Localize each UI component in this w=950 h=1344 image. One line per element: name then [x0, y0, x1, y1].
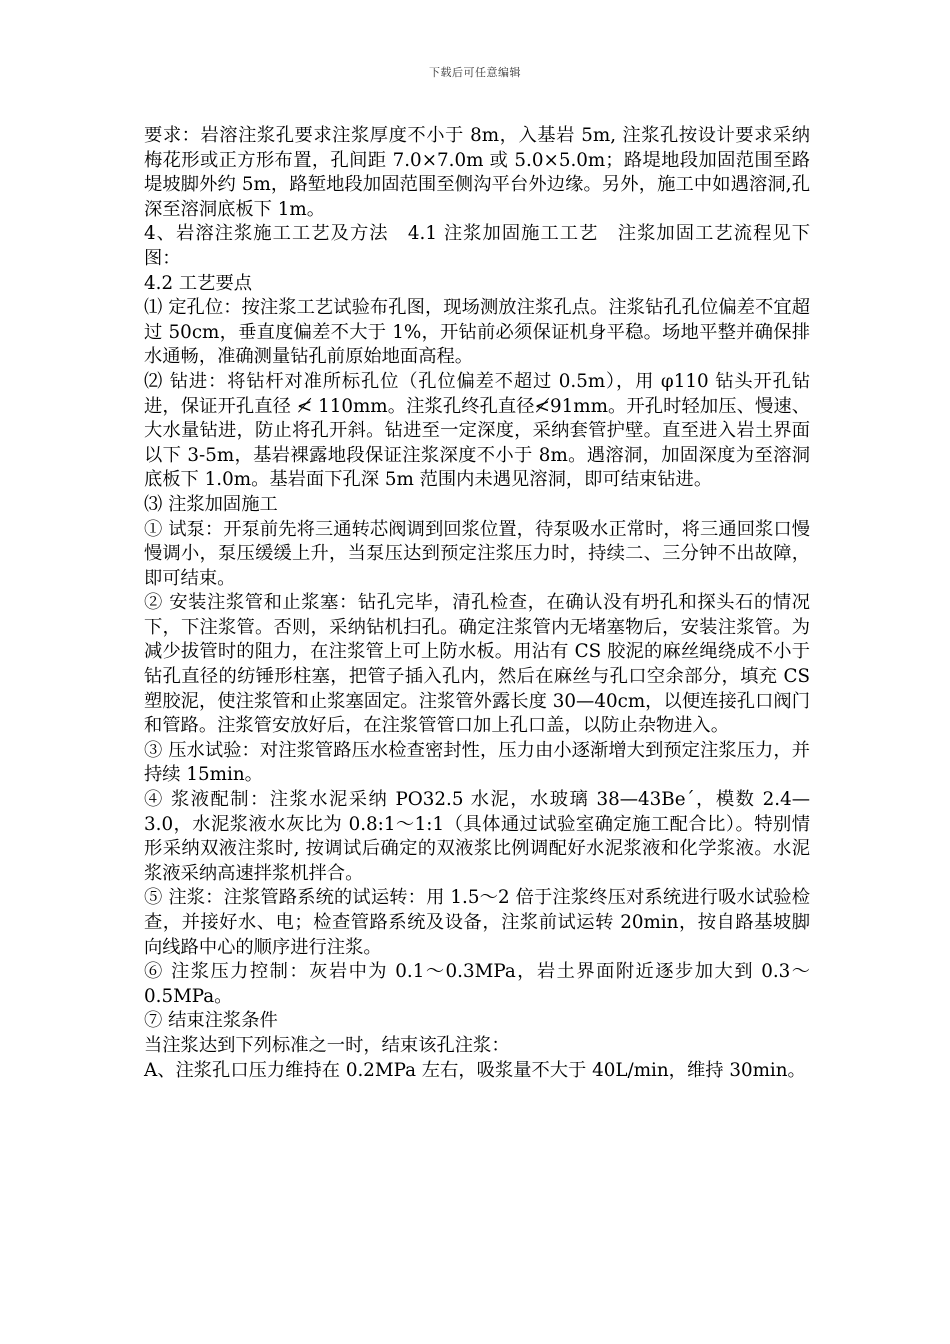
paragraph-pressure-test: ③ 压水试验：对注浆管路压水检查密封性，压力由小逐渐增大到预定注浆压力，并持续 15min。 — [144, 739, 810, 786]
paragraph-install-pipe: ② 安装注浆管和止浆塞：钻孔完毕，清孔检查，在确认没有坍孔和探头石的情况下，下注浆管。否则，采纳钻机扫孔。确定注浆管内无堵塞物后，安装注浆管。为减少拔管时的阻力，在注浆管上可上防水板。用沾有 CS 胶泥的麻丝绳绕成不小于钻孔直径的纺锤形柱塞，把管子插入孔内，然后在麻丝与孔口空余部分，填充 CS 塑胶泥，使注浆管和止浆塞固定。注浆管外露长度 30—40cm，以便连接孔口阀门和管路。注浆管安放好后，在注浆管管口加上孔口盖，以防止杂物进入。 — [144, 592, 810, 737]
heading-end-conditions: ⑦ 结束注浆条件 — [144, 1010, 278, 1032]
paragraph-end-criteria-intro: 当注浆达到下列标准之一时，结束该孔注浆： — [144, 1034, 510, 1056]
heading-grouting-construction: ⑶ 注浆加固施工 — [144, 493, 278, 515]
paragraph-requirements: 要求：岩溶注浆孔要求注浆厚度不小于 8m，入基岩 5m, 注浆孔按设计要求采纳梅花形或正方形布置，孔间距 7.0×7.0m 或 5.0×5.0m；路堤地段加固范围至路堤坡脚外约 5m，路堑地段加固范围至侧沟平台外边缘。另外，施工中如遇溶洞,孔深至溶洞底板下 1m。 — [144, 125, 810, 220]
document-body — [144, 124, 810, 1083]
paragraph-criterion-a: A、注浆孔口压力维持在 0.2MPa 左右，吸浆量不大于 40L/min，维持 30min。 — [144, 1059, 806, 1081]
heading-4-2: 4.2 工艺要点 — [144, 272, 253, 294]
paragraph-section-4: 4、岩溶注浆施工工艺及方法 4.1 注浆加固施工工艺 注浆加固工艺流程见下图： — [144, 223, 810, 269]
paragraph-grouting: ⑤ 注浆：注浆管路系统的试运转：用 1.5～2 倍于注浆终压对系统进行吸水试验检查，并接好水、电；检查管路系统及设备，注浆前试运转 20min，按自路基坡脚向线路中心的顺序进行注浆。 — [144, 887, 810, 958]
paragraph-slurry-mix: ④ 浆液配制：注浆水泥采纳 PO32.5 水泥，水玻璃 38—43Be´，模数 2.4—3.0，水泥浆液水灰比为 0.8:1～1:1（具体通过试验室确定施工配合比）。特别情形采纳双液注浆时, 按调试后确定的双液浆比例调配好水泥浆液和化学浆液。水泥浆液采纳高速拌浆机拌合。 — [144, 789, 810, 884]
page-header: 下载后可任意编辑 — [429, 66, 521, 79]
paragraph-pump-test: ① 试泵：开泵前先将三通转芯阀调到回浆位置，待泵吸水正常时，将三通回浆口慢慢调小，泵压缓缓上升，当泵压达到预定注浆压力时，持续二、三分钟不出故障，即可结束。 — [144, 518, 810, 589]
paragraph-pressure-control: ⑥ 注浆压力控制：灰岩中为 0.1～0.3MPa，岩土界面附近逐步加大到 0.3～0.5MPa。 — [144, 961, 810, 1007]
paragraph-drilling: ⑵ 钻进：将钻杆对准所标孔位（孔位偏差不超过 0.5m），用 φ110 钻头开孔钻进，保证开孔直径 ≮ 110mm。注浆孔终孔直径≮91mm。开孔时轻加压、慢速、大水量钻进，防止将孔开斜。钻进至一定深度，采纳套管护壁。直至进入岩土界面以下 3-5m，基岩裸露地段保证注浆深度不小于 8m。遇溶洞，加固深度为至溶洞底板下 1.0m。基岩面下孔深 5m 范围内未遇见溶洞，即可结束钻进。 — [144, 370, 810, 491]
paragraph-locate-holes: ⑴ 定孔位：按注浆工艺试验布孔图，现场测放注浆孔点。注浆钻孔孔位偏差不宜超过 50cm，垂直度偏差不大于 1%，开钻前必须保证机身平稳。场地平整并确保排水通畅，准确测量钻孔前原始地面高程。 — [144, 297, 810, 368]
